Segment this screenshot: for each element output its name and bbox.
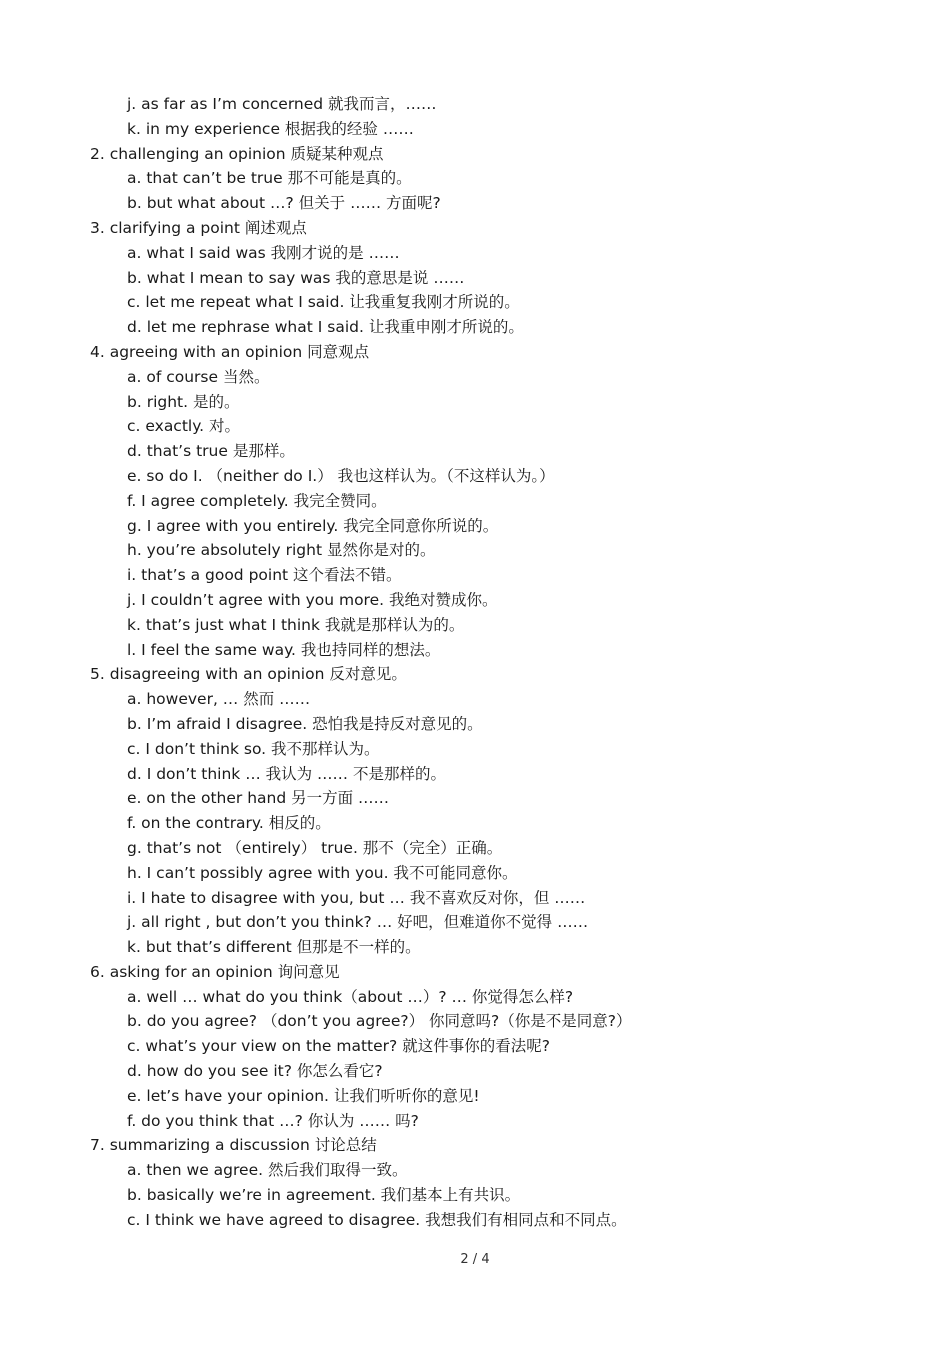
phrase-item: d. how do you see it? 你怎么看它? bbox=[127, 1062, 383, 1081]
phrase-item: c. what’s your view on the matter? 就这件事你的看法呢? bbox=[127, 1037, 550, 1056]
phrase-item: g. I agree with you entirely. 我完全同意你所说的。 bbox=[127, 516, 499, 535]
phrase-item: a. that can’t be true 那不可能是真的。 bbox=[127, 169, 412, 188]
phrase-item: h. you’re absolutely right 显然你是对的。 bbox=[127, 541, 436, 560]
phrase-item: e. so do I. （neither do I.） 我也这样认为。（不这样认为。） bbox=[127, 466, 555, 485]
phrase-item: c. I think we have agreed to disagree. 我想我们有相同点和不同点。 bbox=[127, 1210, 627, 1229]
phrase-item: f. on the contrary. 相反的。 bbox=[127, 814, 331, 833]
phrase-item: e. let’s have your opinion. 让我们听听你的意见! bbox=[127, 1086, 480, 1105]
phrase-item: b. do you agree? （don’t you agree?） 你同意吗?（你是不是同意?） bbox=[127, 1012, 632, 1031]
phrase-item: k. that’s just what I think 我就是那样认为的。 bbox=[127, 615, 465, 634]
phrase-item: f. do you think that …? 你认为 …… 吗? bbox=[127, 1111, 419, 1130]
phrase-item: k. in my experience 根据我的经验 …… bbox=[127, 119, 414, 138]
phrase-item: c. I don’t think so. 我不那样认为。 bbox=[127, 739, 380, 758]
phrase-item: a. then we agree. 然后我们取得一致。 bbox=[127, 1161, 408, 1180]
section-heading: 6. asking for an opinion 询问意见 bbox=[90, 962, 340, 981]
phrase-item: f. I agree completely. 我完全赞同。 bbox=[127, 491, 387, 510]
section-heading: 2. challenging an opinion 质疑某种观点 bbox=[90, 144, 384, 163]
phrase-item: d. let me rephrase what I said. 让我重申刚才所说的。 bbox=[127, 318, 524, 337]
phrase-item: a. well … what do you think（about …）? … 你觉得怎么样? bbox=[127, 987, 574, 1006]
phrase-item: d. I don’t think … 我认为 …… 不是那样的。 bbox=[127, 764, 446, 783]
phrase-item: j. all right , but don’t you think? … 好吧，但难道你不觉得 …… bbox=[127, 913, 589, 932]
phrase-item: j. I couldn’t agree with you more. 我绝对赞成你。 bbox=[127, 590, 498, 609]
phrase-item: a. of course 当然。 bbox=[127, 367, 270, 386]
phrase-item: i. that’s a good point 这个看法不错。 bbox=[127, 566, 402, 585]
phrase-item: a. what I said was 我刚才说的是 …… bbox=[127, 243, 400, 262]
phrase-item: d. that’s true 是那样。 bbox=[127, 442, 295, 461]
phrase-item: b. basically we’re in agreement. 我们基本上有共识。 bbox=[127, 1186, 521, 1205]
section-heading: 3. clarifying a point 阐述观点 bbox=[90, 218, 307, 237]
phrase-item: b. what I mean to say was 我的意思是说 …… bbox=[127, 268, 465, 287]
phrase-item: c. exactly. 对。 bbox=[127, 417, 241, 436]
phrase-list bbox=[0, 92, 950, 1233]
phrase-item: b. right. 是的。 bbox=[127, 392, 240, 411]
section-heading: 5. disagreeing with an opinion 反对意见。 bbox=[90, 665, 407, 684]
phrase-item: e. on the other hand 另一方面 …… bbox=[127, 789, 390, 808]
phrase-item: a. however, … 然而 …… bbox=[127, 690, 311, 709]
section-heading: 4. agreeing with an opinion 同意观点 bbox=[90, 342, 370, 361]
phrase-item: c. let me repeat what I said. 让我重复我刚才所说的。 bbox=[127, 293, 520, 312]
phrase-item: j. as far as I’m concerned 就我而言，…… bbox=[127, 95, 437, 113]
page-number: 2 / 4 bbox=[460, 1252, 490, 1267]
phrase-item: b. I’m afraid I disagree. 恐怕我是持反对意见的。 bbox=[127, 714, 483, 733]
phrase-item: h. I can’t possibly agree with you. 我不可能同意你。 bbox=[127, 863, 518, 882]
phrase-item: l. I feel the same way. 我也持同样的想法。 bbox=[127, 640, 441, 659]
phrase-item: g. that’s not （entirely） true. 那不（完全）正确。 bbox=[127, 838, 503, 857]
phrase-item: i. I hate to disagree with you, but … 我不喜欢反对你，但 …… bbox=[127, 888, 586, 907]
phrase-item: b. but what about …? 但关于 …… 方面呢? bbox=[127, 194, 441, 213]
phrase-item: k. but that’s different 但那是不一样的。 bbox=[127, 938, 421, 957]
section-heading: 7. summarizing a discussion 讨论总结 bbox=[90, 1136, 377, 1155]
